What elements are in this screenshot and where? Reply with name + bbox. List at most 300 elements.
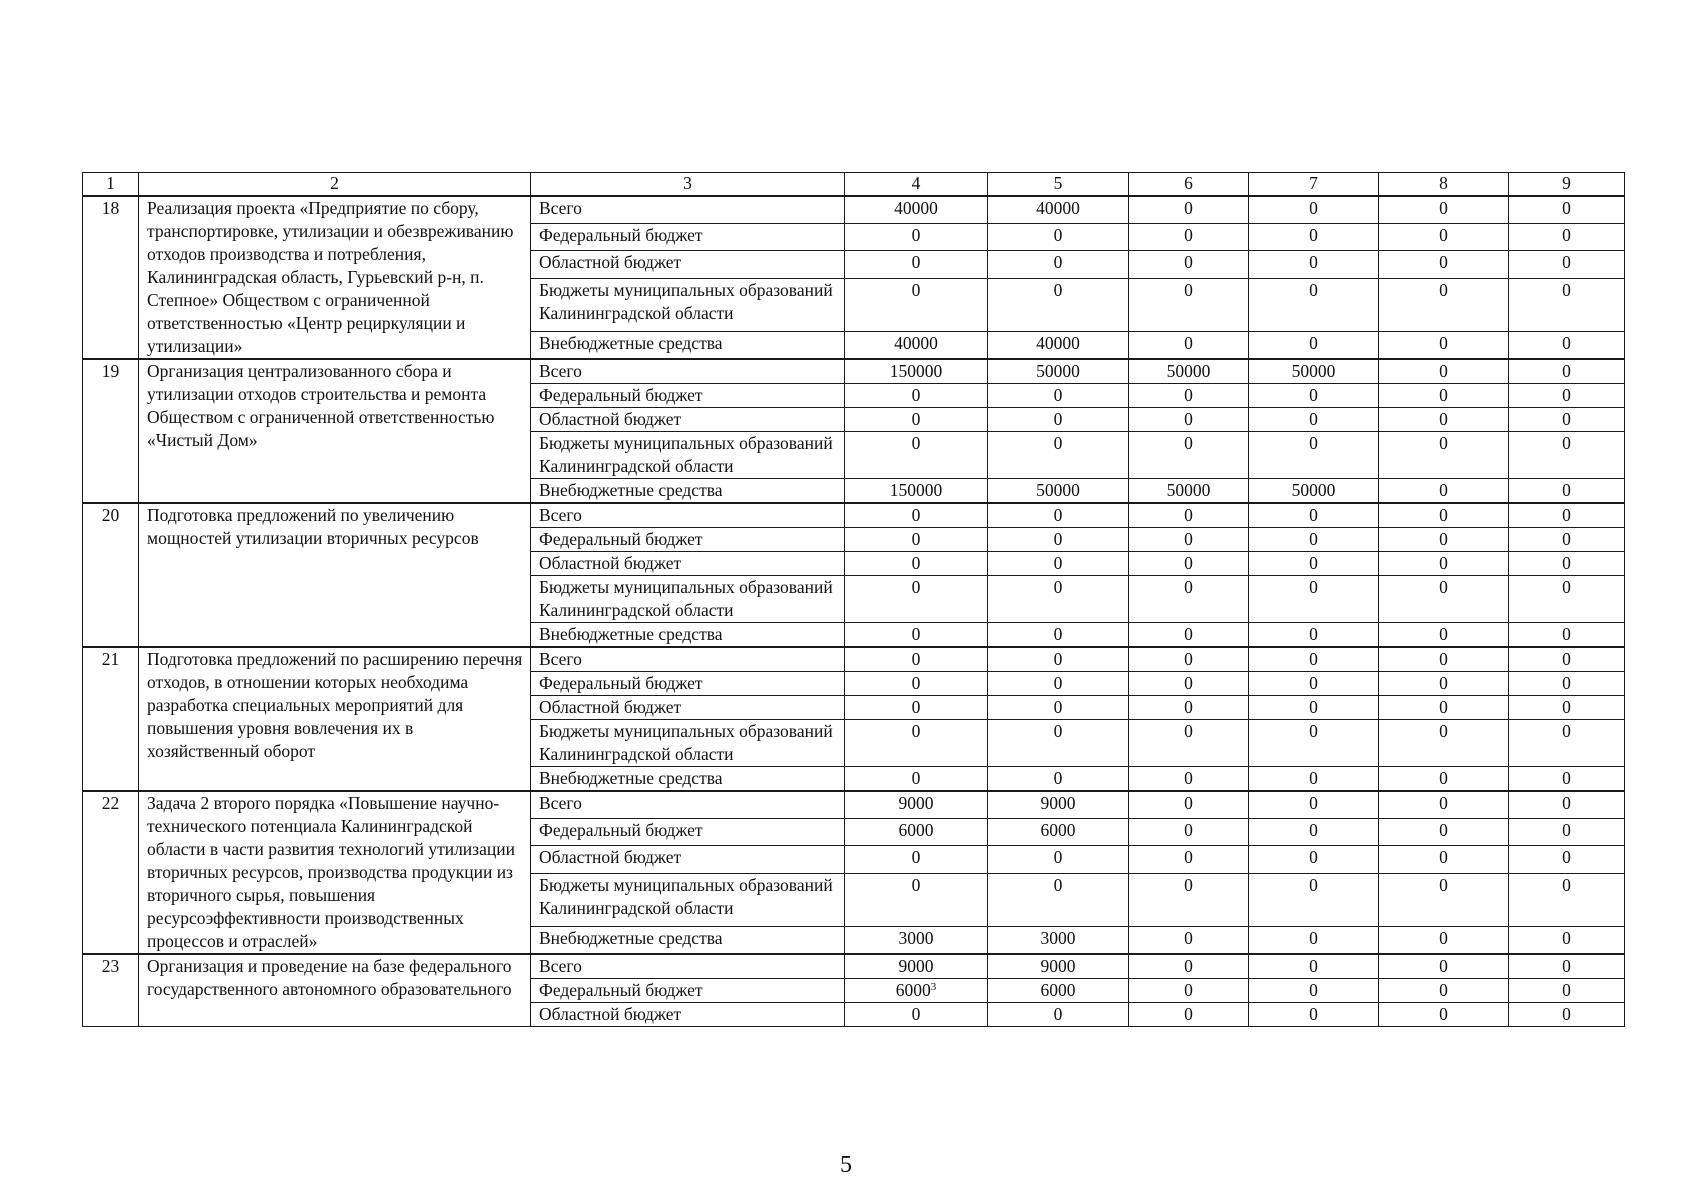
funding-source-label: Областной бюджет — [531, 1003, 845, 1027]
funding-value — [1249, 479, 1379, 504]
funding-value-text: 0 — [1184, 433, 1193, 453]
funding-value-text: 0 — [1184, 793, 1193, 813]
funding-value — [1129, 479, 1249, 504]
funding-value — [1509, 432, 1625, 479]
funding-value — [845, 251, 988, 278]
funding-value-text: 0 — [1439, 820, 1448, 841]
funding-value — [1509, 552, 1625, 576]
funding-value-text: 0 — [1053, 847, 1063, 868]
funding-value — [845, 1003, 988, 1027]
funding-value-text: 0 — [1562, 480, 1571, 500]
funding-value — [845, 819, 988, 846]
funding-value — [988, 224, 1129, 251]
column-number-header: 4 — [845, 173, 988, 197]
funding-value — [1379, 359, 1509, 384]
funding-value — [1249, 331, 1379, 359]
funding-value-text: 0 — [911, 847, 921, 868]
funding-source-label: Областной бюджет — [531, 251, 845, 278]
funding-value-text: 0 — [1439, 721, 1448, 741]
funding-value — [1249, 528, 1379, 552]
funding-value — [1129, 791, 1249, 819]
funding-value-text: 0 — [1309, 697, 1318, 717]
funding-value-text: 50000 — [1166, 361, 1211, 381]
funding-value — [1129, 696, 1249, 720]
funding-value — [1509, 224, 1625, 251]
item-description: Организация централизованного сбора и утилизации отходов строительства и ремонта Обществом с ограниченной ответственностью «Чистый Дом» — [139, 359, 531, 503]
funding-source-label: Всего — [531, 196, 845, 224]
funding-value — [1379, 954, 1509, 979]
funding-value — [1129, 384, 1249, 408]
item-number: 19 — [83, 359, 139, 503]
funding-value-text: 0 — [1184, 820, 1193, 841]
funding-value-text: 0 — [1439, 697, 1448, 717]
funding-value-text: 0 — [1053, 409, 1063, 429]
funding-value-text: 0 — [1184, 529, 1193, 549]
funding-value-text: 0 — [1439, 279, 1448, 300]
funding-value-text: 0 — [1439, 793, 1448, 813]
funding-value — [1379, 224, 1509, 251]
funding-value-text: 0 — [911, 505, 921, 525]
funding-source-label: Федеральный бюджет — [531, 979, 845, 1003]
item-number: 23 — [83, 954, 139, 1027]
funding-value — [1509, 954, 1625, 979]
funding-value — [845, 552, 988, 576]
funding-value — [1509, 251, 1625, 278]
funding-value-text: 0 — [1562, 553, 1571, 573]
funding-value — [1249, 1003, 1379, 1027]
item-description: Подготовка предложений по увеличению мощностей утилизации вторичных ресурсов — [139, 503, 531, 647]
funding-value-text: 0 — [1309, 433, 1318, 453]
funding-value-text: 50000 — [1291, 480, 1336, 500]
funding-value — [1379, 720, 1509, 767]
funding-value — [1379, 408, 1509, 432]
funding-value-text: 0 — [1562, 874, 1571, 895]
funding-source-label: Бюджеты муниципальных образований Калининградской области — [531, 432, 845, 479]
funding-value — [1249, 926, 1379, 954]
funding-value-text: 0 — [1309, 1004, 1318, 1024]
funding-value — [988, 767, 1129, 792]
funding-value — [1379, 278, 1509, 331]
column-number-header: 3 — [531, 173, 845, 197]
funding-value — [1509, 384, 1625, 408]
funding-value — [845, 479, 988, 504]
funding-value — [1249, 552, 1379, 576]
funding-value-text: 0 — [1053, 279, 1063, 300]
funding-value-text: 0 — [1439, 409, 1448, 429]
funding-value-text: 0 — [911, 697, 921, 717]
funding-value — [1129, 224, 1249, 251]
funding-value-text: 0 — [1309, 956, 1318, 976]
funding-value-text: 0 — [1053, 649, 1063, 669]
funding-value-text: 0 — [1562, 433, 1571, 453]
funding-value — [1379, 528, 1509, 552]
funding-value-text: 0 — [1053, 624, 1063, 644]
funding-value — [1509, 1003, 1625, 1027]
funding-source-label: Бюджеты муниципальных образований Калининградской области — [531, 576, 845, 623]
funding-value — [1379, 1003, 1509, 1027]
funding-value-text: 0 — [1562, 385, 1571, 405]
funding-value — [1379, 846, 1509, 873]
funding-value-text: 0 — [1562, 649, 1571, 669]
funding-value — [988, 791, 1129, 819]
funding-value-text: 0 — [1184, 279, 1193, 300]
funding-value-text: 0 — [911, 279, 921, 300]
funding-value — [1509, 278, 1625, 331]
funding-value-text: 0 — [1053, 577, 1063, 597]
funding-value-text: 0 — [1562, 624, 1571, 644]
funding-value-text: 0 — [1184, 649, 1193, 669]
funding-value — [1509, 696, 1625, 720]
funding-value — [988, 954, 1129, 979]
funding-value-text: 0 — [1309, 793, 1318, 813]
funding-source-label: Внебюджетные средства — [531, 623, 845, 648]
funding-value — [1509, 846, 1625, 873]
funding-value — [1509, 979, 1625, 1003]
funding-value-text: 0 — [1562, 768, 1571, 788]
funding-value — [1379, 384, 1509, 408]
funding-value-text: 0 — [1309, 529, 1318, 549]
funding-value-text: 0 — [1562, 956, 1571, 976]
funding-value-text: 0 — [1309, 721, 1318, 741]
funding-value — [1509, 926, 1625, 954]
funding-value-text: 0 — [1439, 980, 1448, 1000]
funding-value-text: 0 — [911, 768, 921, 788]
footnote-marker: 3 — [930, 981, 937, 993]
funding-value — [845, 384, 988, 408]
funding-value — [988, 359, 1129, 384]
funding-value-text: 0 — [1439, 847, 1448, 868]
funding-value-text: 0 — [1439, 225, 1448, 246]
funding-value-text: 0 — [1184, 385, 1193, 405]
funding-source-label: Всего — [531, 359, 845, 384]
funding-value — [1129, 926, 1249, 954]
funding-value-text: 0 — [1562, 279, 1571, 300]
funding-source-label: Областной бюджет — [531, 696, 845, 720]
funding-value — [988, 846, 1129, 873]
funding-value-text: 0 — [1053, 553, 1063, 573]
column-number-header: 1 — [83, 173, 139, 197]
funding-source-label: Областной бюджет — [531, 552, 845, 576]
column-number-header: 9 — [1509, 173, 1625, 197]
item-description: Подготовка предложений по расширению перечня отходов, в отношении которых необходима разработка специальных мероприятий для повышения уровня вовлечения их в хозяйственный оборот — [139, 647, 531, 791]
funding-value — [1509, 576, 1625, 623]
funding-value-text: 0 — [1309, 505, 1318, 525]
funding-value — [1379, 196, 1509, 224]
funding-source-label: Внебюджетные средства — [531, 767, 845, 792]
funding-value — [988, 819, 1129, 846]
funding-value-text: 0 — [1184, 225, 1193, 246]
funding-source-label: Областной бюджет — [531, 846, 845, 873]
funding-value-text: 0 — [1439, 252, 1448, 273]
funding-value-text: 0 — [1184, 697, 1193, 717]
funding-value-text: 0 — [1184, 927, 1193, 948]
funding-value — [1129, 359, 1249, 384]
funding-value — [845, 224, 988, 251]
column-number-header: 2 — [139, 173, 531, 197]
funding-value-text: 0 — [1439, 480, 1448, 500]
funding-value — [1509, 503, 1625, 528]
funding-value-text: 0 — [1562, 721, 1571, 741]
funding-value-text: 0 — [911, 874, 921, 895]
funding-value-text: 0 — [1439, 673, 1448, 693]
funding-value-text: 0 — [1562, 673, 1571, 693]
funding-value-text: 9000 — [898, 956, 934, 976]
funding-value — [1249, 503, 1379, 528]
funding-value — [1129, 647, 1249, 672]
funding-value-text: 0 — [1562, 529, 1571, 549]
funding-source-label: Федеральный бюджет — [531, 224, 845, 251]
funding-value-text: 0 — [1562, 927, 1571, 948]
funding-value — [845, 528, 988, 552]
funding-value — [1129, 979, 1249, 1003]
funding-value — [845, 196, 988, 224]
funding-value-text: 0 — [1562, 361, 1571, 381]
funding-value-text: 50000 — [1291, 361, 1336, 381]
item-description: Реализация проекта «Предприятие по сбору, транспортировке, утилизации и обезвреживанию отходов производства и потребления, Калининградская область, Гурьевский р-н, п. Степное» Обществом с ограниченной ответственностью «Центр рециркуляции и утилизации» — [139, 196, 531, 359]
funding-value-text: 0 — [1184, 505, 1193, 525]
funding-value — [988, 479, 1129, 504]
funding-value-text: 0 — [1439, 332, 1448, 353]
funding-value — [845, 954, 988, 979]
funding-value — [845, 926, 988, 954]
funding-value — [1129, 767, 1249, 792]
funding-value — [1509, 359, 1625, 384]
funding-value — [988, 576, 1129, 623]
funding-value — [1129, 552, 1249, 576]
item-number: 22 — [83, 791, 139, 954]
funding-value-text: 0 — [1184, 409, 1193, 429]
funding-value — [845, 576, 988, 623]
funding-source-label: Федеральный бюджет — [531, 672, 845, 696]
funding-value-text: 9000 — [1040, 793, 1076, 813]
funding-value-text: 0 — [1562, 252, 1571, 273]
funding-value — [1379, 696, 1509, 720]
funding-source-label: Федеральный бюджет — [531, 384, 845, 408]
funding-value — [1249, 647, 1379, 672]
funding-value-text: 9000 — [1040, 956, 1076, 976]
funding-value — [1129, 251, 1249, 278]
funding-value — [1379, 819, 1509, 846]
funding-value-text: 40000 — [894, 198, 938, 218]
column-number-header: 7 — [1249, 173, 1379, 197]
funding-value-text: 0 — [911, 1004, 921, 1024]
funding-value — [1129, 1003, 1249, 1027]
funding-value — [1509, 873, 1625, 926]
funding-value — [988, 408, 1129, 432]
funding-value — [1129, 623, 1249, 648]
funding-value — [988, 926, 1129, 954]
funding-value — [1379, 873, 1509, 926]
funding-value — [988, 696, 1129, 720]
funding-value-text: 0 — [1309, 847, 1318, 868]
funding-value-text: 0 — [1562, 847, 1571, 868]
table-row — [83, 196, 1625, 224]
funding-value-text: 0 — [1309, 332, 1318, 353]
funding-value — [988, 873, 1129, 926]
funding-value — [988, 647, 1129, 672]
funding-value-text: 0 — [1439, 553, 1448, 573]
funding-value-text: 0 — [1184, 198, 1193, 218]
funding-value-text: 0 — [1184, 721, 1193, 741]
funding-value — [845, 672, 988, 696]
page-number: 5 — [840, 1152, 852, 1178]
funding-value — [988, 623, 1129, 648]
funding-value-text: 0 — [1562, 332, 1571, 353]
funding-value-text: 0 — [1439, 1004, 1448, 1024]
funding-value — [988, 1003, 1129, 1027]
funding-value-text: 50000 — [1166, 480, 1211, 500]
funding-value — [845, 791, 988, 819]
funding-value-text: 0 — [1184, 624, 1193, 644]
funding-value — [1509, 331, 1625, 359]
funding-value — [1129, 528, 1249, 552]
funding-value-text: 0 — [1053, 673, 1063, 693]
funding-value-text: 0 — [1184, 332, 1193, 353]
funding-value — [1129, 331, 1249, 359]
funding-value-text: 150000 — [889, 361, 943, 381]
funding-value — [845, 331, 988, 359]
funding-value — [1379, 979, 1509, 1003]
funding-value — [845, 278, 988, 331]
funding-value-text: 0 — [1309, 198, 1318, 218]
funding-value-text: 0 — [1184, 956, 1193, 976]
funding-value-text: 0 — [1184, 252, 1193, 273]
funding-value — [1379, 647, 1509, 672]
funding-value — [1129, 954, 1249, 979]
funding-value — [1249, 819, 1379, 846]
funding-value-text: 0 — [1309, 820, 1318, 841]
funding-value — [1249, 196, 1379, 224]
funding-value — [1129, 819, 1249, 846]
funding-value — [1509, 528, 1625, 552]
funding-value-text: 9000 — [898, 793, 934, 813]
funding-value — [1379, 791, 1509, 819]
funding-value-text: 0 — [1184, 577, 1193, 597]
funding-source-label: Внебюджетные средства — [531, 926, 845, 954]
funding-value-text: 0 — [1439, 874, 1448, 895]
funding-value-text: 0 — [1053, 252, 1063, 273]
funding-value-text: 40000 — [1036, 198, 1080, 218]
funding-value-text: 0 — [1562, 505, 1571, 525]
item-description: Организация и проведение на базе федерального государственного автономного образовательного — [139, 954, 531, 1027]
funding-value — [1249, 432, 1379, 479]
funding-value — [1379, 623, 1509, 648]
funding-value-text: 0 — [1053, 225, 1063, 246]
funding-value — [1129, 672, 1249, 696]
funding-value-text: 0 — [1439, 956, 1448, 976]
funding-value-text: 3000 — [898, 927, 934, 948]
funding-value-text: 0 — [1439, 361, 1448, 381]
funding-value-text: 0 — [911, 721, 921, 741]
funding-value — [845, 503, 988, 528]
funding-value-text: 150000 — [889, 480, 943, 500]
table-row — [83, 503, 1625, 528]
funding-value-text: 0 — [1562, 1004, 1571, 1024]
funding-value — [988, 384, 1129, 408]
funding-value-text: 0 — [1309, 980, 1318, 1000]
funding-value-text: 40000 — [1036, 332, 1080, 353]
funding-source-label: Внебюджетные средства — [531, 479, 845, 504]
funding-value — [988, 251, 1129, 278]
funding-value-text: 0 — [1562, 198, 1571, 218]
funding-value-text: 0 — [1184, 847, 1193, 868]
funding-value — [1249, 767, 1379, 792]
funding-value — [988, 528, 1129, 552]
funding-value-text: 6000 — [895, 980, 931, 1000]
funding-value — [1249, 251, 1379, 278]
funding-value — [1249, 954, 1379, 979]
funding-source-label: Областной бюджет — [531, 408, 845, 432]
item-number: 18 — [83, 196, 139, 359]
funding-value — [1509, 791, 1625, 819]
funding-value — [1249, 408, 1379, 432]
funding-value — [988, 979, 1129, 1003]
funding-value-text: 0 — [1309, 673, 1318, 693]
funding-value — [1379, 926, 1509, 954]
funding-source-label: Всего — [531, 647, 845, 672]
funding-value-text: 0 — [1439, 768, 1448, 788]
funding-value — [1379, 251, 1509, 278]
funding-value-text: 0 — [1562, 980, 1571, 1000]
funding-value-text: 0 — [911, 649, 921, 669]
funding-value-text: 0 — [1309, 577, 1318, 597]
funding-value — [845, 873, 988, 926]
funding-value-text: 0 — [1309, 927, 1318, 948]
funding-source-label: Всего — [531, 791, 845, 819]
funding-value — [1379, 552, 1509, 576]
funding-value-text: 50000 — [1036, 361, 1080, 381]
funding-value-text: 0 — [1053, 529, 1063, 549]
funding-value-text: 0 — [1053, 721, 1063, 741]
funding-value-text: 0 — [1184, 673, 1193, 693]
funding-value-text: 0 — [1562, 577, 1571, 597]
funding-value-text: 0 — [1439, 649, 1448, 669]
funding-source-label: Бюджеты муниципальных образований Калининградской области — [531, 278, 845, 331]
funding-value — [1249, 672, 1379, 696]
funding-value — [988, 552, 1129, 576]
funding-value — [1129, 196, 1249, 224]
funding-value — [1249, 979, 1379, 1003]
funding-value — [845, 359, 988, 384]
funding-value — [988, 503, 1129, 528]
funding-value-text: 0 — [1184, 768, 1193, 788]
funding-value — [845, 696, 988, 720]
funding-value — [1249, 696, 1379, 720]
funding-value — [1249, 359, 1379, 384]
funding-value — [988, 331, 1129, 359]
funding-value — [1249, 384, 1379, 408]
funding-value-text: 0 — [911, 252, 921, 273]
funding-value — [1509, 672, 1625, 696]
funding-value-text: 0 — [911, 409, 921, 429]
funding-value-text: 0 — [1309, 874, 1318, 895]
funding-value-text: 50000 — [1036, 480, 1080, 500]
funding-value — [1249, 846, 1379, 873]
funding-value — [1249, 278, 1379, 331]
table-row — [83, 954, 1625, 979]
funding-source-label: Всего — [531, 954, 845, 979]
column-number-header: 6 — [1129, 173, 1249, 197]
funding-value-text: 0 — [1439, 433, 1448, 453]
funding-value — [988, 278, 1129, 331]
funding-value — [1379, 432, 1509, 479]
table-row — [83, 359, 1625, 384]
funding-value — [845, 408, 988, 432]
funding-value — [845, 432, 988, 479]
funding-value — [1249, 576, 1379, 623]
funding-value — [845, 720, 988, 767]
table-body — [83, 173, 1625, 1027]
